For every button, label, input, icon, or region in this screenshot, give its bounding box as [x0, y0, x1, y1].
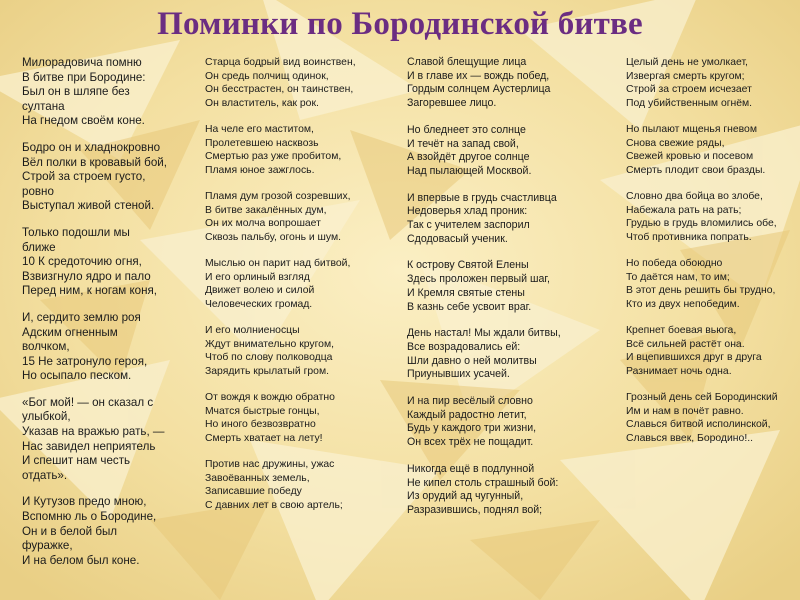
stanza: [626, 56, 798, 110]
poem-line: Сквозь пальбу, огонь и шум.: [205, 231, 342, 243]
poem-line: Кто из двух непобедим.: [626, 298, 740, 310]
poem-line: Славься битвой исполинской,: [626, 419, 771, 430]
poem-line: Крепнет боевая вьюга,: [626, 325, 737, 336]
poem-line: Пламя дум грозой созревших,: [205, 191, 351, 202]
poem-line: Снова свежие ряды,: [626, 137, 725, 149]
stanza: [205, 324, 395, 378]
poem-line: Славой блещущие лица: [407, 56, 527, 68]
poem-line: улыбкой,: [22, 410, 71, 424]
poem-line: Он властитель, как рок.: [205, 97, 319, 109]
slide-title: Поминки по Бородинской битве: [157, 6, 643, 42]
poem-line: Выступал живой стеной.: [22, 199, 155, 213]
poem-line: Зарядить крылатый гром.: [205, 365, 329, 377]
stanza: [22, 311, 194, 384]
stanza: [205, 123, 395, 177]
poem-line: В казнь себе усвоит враг.: [407, 300, 532, 313]
poem-line: отдать».: [22, 468, 68, 482]
poem-line: Движет волею и силой: [205, 285, 315, 296]
poem-line: Смерть плодит свои бразды.: [626, 164, 766, 176]
poem-line: И на белом был коне.: [22, 553, 140, 567]
poem-line: День настал! Мы ждали битвы,: [407, 327, 561, 340]
poem-line: Загоревшее лицо.: [407, 97, 497, 110]
poem-line: Все возрадовались ей:: [407, 340, 521, 353]
poem-line: Всё сильней растёт она.: [626, 338, 745, 350]
poem-line: Был он в шляпе без: [22, 85, 130, 99]
poem-line: Нас завидел неприятель: [22, 439, 156, 453]
poem-line: Извергая смерть кругом;: [626, 70, 745, 82]
poem-line: И впервые в грудь счастливца: [407, 191, 557, 204]
poem-line: И его молниеносцы: [205, 325, 300, 336]
poem-line: Вёл полки в кровавый бой,: [22, 155, 167, 169]
poem-line: И, сердито землю роя: [22, 310, 141, 324]
poem-line: Пламя юное зажглось.: [205, 164, 315, 176]
stanza: [22, 56, 194, 129]
poem-line: Грудью в грудь вломились обе,: [626, 218, 777, 229]
poem-line: Грозный день сей Бородинский: [626, 392, 778, 403]
poem-line: 15 Не затронуло героя,: [22, 354, 148, 368]
poem-line: И в главе их — вождь побед,: [407, 69, 550, 82]
poem-line: Перед ним, к ногам коня,: [22, 284, 158, 298]
stanza: [407, 124, 612, 179]
poem-line: Указав на вражью рать, —: [22, 425, 165, 439]
poem-line: Свежей кровью и посевом: [626, 151, 754, 162]
poem-line: Ждут внимательно кругом,: [205, 338, 334, 350]
stanza: [626, 190, 798, 244]
poem-line: Но победа обоюдно: [626, 258, 723, 269]
poem-line: К острову Святой Елены: [407, 259, 529, 272]
stanza: [407, 463, 612, 518]
poem-line: Мыслью он парит над битвой,: [205, 258, 351, 269]
poem-line: Но осыпало песком.: [22, 369, 132, 383]
stanza: [407, 327, 612, 382]
poem-line: В этот день решить бы трудно,: [626, 285, 776, 296]
poem-line: Целый день не умолкает,: [626, 57, 748, 68]
poem-line: Будь у каждого три жизни,: [407, 422, 537, 435]
poem-line: Строй за строем густо,: [22, 170, 146, 184]
poem-line: В битве при Бородине:: [22, 70, 146, 84]
poem-line: Против нас дружины, ужас: [205, 459, 335, 470]
poem-line: Им и нам в почёт равно.: [626, 405, 744, 417]
poem-line: Недоверья хлад проник:: [407, 205, 528, 218]
poem-line: Завоёванных земель,: [205, 472, 310, 484]
poem-line: Никогда ещё в подлунной: [407, 462, 535, 475]
poem-line: Но бледнеет это солнце: [407, 123, 526, 136]
poem-line: Гордым солнцем Аустерлица: [407, 83, 551, 96]
poem-line: И вцепившихся друг в друга: [626, 352, 762, 363]
poem-line: Человеческих громад.: [205, 298, 313, 310]
poem-line: Записавшие победу: [205, 486, 302, 497]
poem-line: волчком,: [22, 340, 70, 354]
poem-line: Мчатся быстрые гонцы,: [205, 405, 320, 417]
poem-line: Смертью раз уже пробитом,: [205, 151, 342, 162]
poem-line: Но иного безвозвратно: [205, 419, 316, 430]
poem-line: Он всех трёх не пощадит.: [407, 436, 534, 449]
poem-line: Он средь полчищ одинок,: [205, 70, 329, 82]
poem-line: Разнимает ночь одна.: [626, 365, 732, 377]
poem-line: Так с учителем заспорил: [407, 219, 530, 232]
poem-line: Славься ввек, Бородино!..: [626, 432, 753, 444]
poem-column-2: [205, 56, 395, 525]
poem-line: Шли давно о ней молитвы: [407, 354, 537, 367]
poem-column-4: [626, 56, 798, 458]
poem-line: Вспомню ль о Бородине,: [22, 510, 157, 524]
poem-line: Он и в белой был: [22, 524, 118, 538]
poem-line: На гнедом своём коне.: [22, 114, 145, 128]
poem-line: Он бесстрастен, он таинствен,: [205, 84, 354, 95]
stanza: [407, 259, 612, 314]
stanza: [205, 257, 395, 311]
stanza: [205, 391, 395, 445]
poem-line: Чтоб по слову полководца: [205, 352, 333, 363]
stanza: [626, 391, 798, 445]
poem-line: Каждый радостно летит,: [407, 408, 527, 421]
poem-line: Строй за строем исчезает: [626, 84, 752, 95]
poem-line: В битве закалённых дум,: [205, 204, 327, 216]
poem-line: фуражке,: [22, 539, 73, 553]
poem-line: «Бог мой! — он сказал с: [22, 395, 154, 409]
poem-line: Адским огненным: [22, 325, 118, 339]
stanza: [407, 395, 612, 450]
poem-line: Только подошли мы: [22, 225, 130, 239]
stanza: [22, 226, 194, 299]
stanza: [22, 396, 194, 484]
poem-line: И на пир весёлый словно: [407, 395, 533, 408]
poem-line: И его орлиный взгляд: [205, 271, 310, 283]
stanza: [626, 324, 798, 378]
poem-line: Старца бодрый вид воинствен,: [205, 57, 356, 68]
poem-line: ближе: [22, 240, 56, 254]
poem-line: Но пылают мщенья гневом: [626, 124, 757, 135]
stanza: [22, 495, 194, 568]
poem-line: Взвизгнуло ядро и пало: [22, 269, 151, 283]
poem-line: ровно: [22, 184, 54, 198]
poem-line: Приунывших усачей.: [407, 368, 510, 381]
poem-line: Сдодовасый ученик.: [407, 232, 508, 245]
poem-line: От вождя к вождю обратно: [205, 392, 335, 403]
stanza: [626, 257, 798, 311]
poem-line: Из орудий ад чугунный,: [407, 490, 524, 503]
stanza: [205, 458, 395, 512]
poem-line: И Кремля святые стены: [407, 286, 525, 299]
poem-line: И спешит нам честь: [22, 454, 131, 468]
poem-column-3: [407, 56, 612, 531]
poem-line: Под убийственным огнём.: [626, 97, 753, 109]
poem-line: То даётся нам, то им;: [626, 271, 730, 283]
poem-line: Здесь проложен первый шаг,: [407, 273, 550, 286]
stanza: [626, 123, 798, 177]
poem-line: Над пылающей Москвой.: [407, 164, 532, 177]
poem-line: Чтоб противника попрать.: [626, 231, 752, 243]
poem-line: Он их молча вопрошает: [205, 218, 321, 229]
poem-line: С давних лет в свою артель;: [205, 499, 343, 511]
poem-line: Смерть хватает на лету!: [205, 432, 323, 444]
poem-line: Словно два бойца во злобе,: [626, 191, 763, 202]
poem-line: И Кутузов предо мною,: [22, 495, 147, 509]
stanza: [22, 141, 194, 214]
stanza: [407, 192, 612, 247]
poem-line: султана: [22, 99, 65, 113]
poem-line: Не кипел столь страшный бой:: [407, 476, 559, 489]
poem-line: Милорадовича помню: [22, 56, 142, 69]
poem-line: Бодро он и хладнокровно: [22, 140, 161, 154]
stanza: [407, 56, 612, 111]
stanza: [205, 190, 395, 244]
poem-line: Разразившись, поднял вой;: [407, 503, 543, 516]
poem-line: На челе его маститом,: [205, 124, 314, 135]
poem-line: Набежала рать на рать;: [626, 204, 742, 216]
poem-line: 10 К средоточию огня,: [22, 255, 142, 269]
poem-line: Пролетевшею насквозь: [205, 137, 319, 149]
poem-line: И течёт на запад свой,: [407, 137, 519, 150]
poem-line: А взойдёт другое солнце: [407, 151, 530, 164]
poem-column-1: [22, 56, 194, 580]
stanza: [205, 56, 395, 110]
